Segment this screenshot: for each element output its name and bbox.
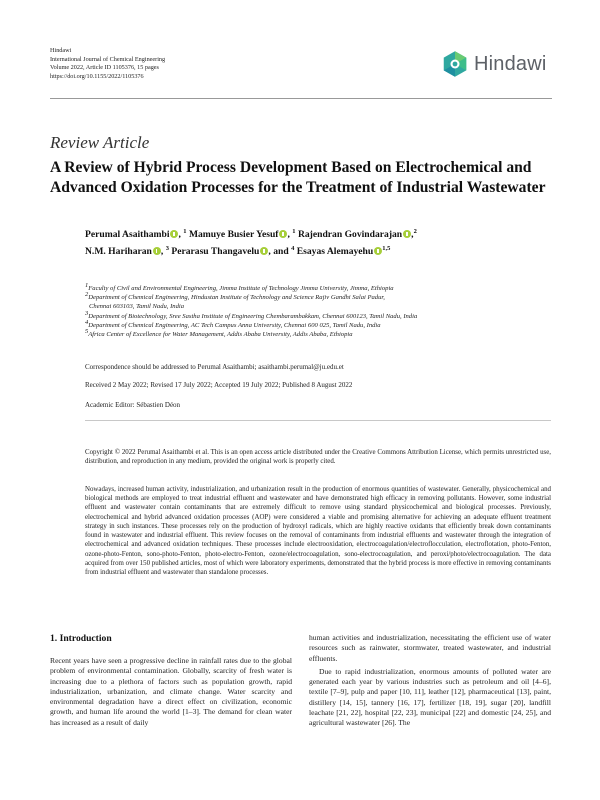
publisher-name: Hindawi bbox=[50, 47, 72, 54]
affiliation-list bbox=[85, 281, 555, 339]
body-paragraph: Recent years have seen a progressive decline in rainfall rates due to the global problem of environmental contamination. Globally, scarcity of fresh water is increasing due to a plethora of factors such as population growth, rapid industrialization, urbanization, and climate change. Water scarcity and environmental degradation have a direct effect on civilization, economic growth, and human life around the world [1–3]. The demand for clean water has increased as a result of daily bbox=[50, 656, 292, 727]
academic-editor: Academic Editor: Sébastien Déon bbox=[85, 401, 181, 409]
orcid-icon[interactable] bbox=[153, 247, 161, 255]
author-separator: , and bbox=[268, 246, 292, 257]
body-column-right bbox=[309, 633, 551, 729]
author-affiliation-marker: 1 bbox=[183, 227, 187, 235]
journal-name: International Journal of Chemical Engineering bbox=[50, 55, 166, 63]
hindawi-logo-icon bbox=[440, 49, 470, 79]
article-title: A Review of Hybrid Process Development Based on Electrochemical and Advanced Oxidation Processes for the Treatment of Industrial Wastewater bbox=[50, 159, 546, 196]
affiliation-item bbox=[85, 281, 555, 293]
author-name: Perarasu Thangavelu bbox=[171, 246, 260, 257]
orcid-icon[interactable] bbox=[374, 247, 382, 255]
article-type: Review Article bbox=[50, 133, 150, 152]
journal-header bbox=[50, 47, 165, 81]
affiliation-text: Africa Center of Excellence for Water Management, Addis Ababa University, Addis Ababa, Ethiopia bbox=[88, 331, 353, 339]
affiliation-number: 4 bbox=[85, 318, 89, 326]
author-affiliation-marker: 1,5 bbox=[382, 244, 391, 252]
hindawi-logo[interactable] bbox=[440, 46, 552, 82]
affiliation-number: 2 bbox=[85, 291, 89, 299]
author-affiliation-marker: 3 bbox=[165, 244, 169, 252]
affiliation-text: Department of Chemical Engineering, Hindustan Institute of Technology and Science Rajiv Gandhi Salai Padur, bbox=[88, 294, 385, 302]
affiliation-text: Faculty of Civil and Environmental Engineering, Jimma Institute of Technology Jimma University, Jimma, Ethiopia bbox=[88, 285, 394, 292]
author-affiliation-marker: 2 bbox=[413, 227, 417, 235]
author-affiliation-marker: 1 bbox=[292, 227, 296, 235]
correspondence-line: Correspondence should be addressed to Perumal Asaithambi; asaithambi.perumal@ju.edu.et bbox=[85, 363, 344, 371]
affiliation-number: 5 bbox=[85, 327, 89, 335]
affiliation-item bbox=[85, 293, 555, 302]
author-list: Perumal Asaithambi , $^1$ Mamuye Busier Yesuf , $^1$ Rajendran Govindarajan ,$^2$ N.M. Hariharan , $^3$ Perarasu Thangavelu , and $^4$ Esayas Alemayehu $^{1,5}$ bbox=[85, 227, 417, 257]
author-separator: , bbox=[160, 246, 166, 257]
affiliation-item bbox=[85, 318, 555, 330]
publication-dates: Received 2 May 2022; Revised 17 July 2022; Accepted 19 July 2022; Published 8 August 2022 bbox=[85, 381, 353, 389]
hindawi-logo-text: Hindawi bbox=[474, 52, 547, 75]
orcid-icon[interactable] bbox=[403, 230, 411, 238]
affiliation-text: Department of Chemical Engineering, AC Tech Campus Anna University, Chennai 600 025, Tamil Nadu, India bbox=[88, 321, 381, 329]
affiliation-number: 3 bbox=[85, 309, 89, 317]
abstract-text: Nowadays, increased human activity, industrialization, and urbanization result in the production of enormous quantities of wastewater. Generally, physicochemical and biological methods are employed to treat industrial effluent and wastewater and have demonstrated high efficacy in removing pollutants. However, some industrial effluent and wastewater contain contaminants that are extremely difficult to remove using standard physicochemical and biological processes. Previously, electrochemical and hybrid advanced oxidation processes (AOP) were considered a viable and promising alternative for achieving an adequate effluent treatment strategy in such instances. These processes rely on the production of hydroxyl radicals, which are highly reactive oxidants that efficiently break down contaminants found in wastewater and industrial effluent. This review focuses on the removal of contaminants from industrial effluents and wastewater through the integration of electrochemical and advanced oxidation techniques. These processes include electrooxidation, electrocoagulation/electroflocculation, electroflotation, photo-Fenton, ozone-photo-Fenton, sono-photo-Fenton, photo-electro-Fenton, ozone/electrocoagulation, sono-electrocoagulation, and peroxi/photo/electrocoagulation. The data acquired from over 150 published articles, most of which were laboratory experiments, demonstrated that the hybrid process is more effective in removing contaminants from industrial effluent and wastewater than standalone processes. bbox=[85, 486, 551, 576]
author-name: Perumal Asaithambi bbox=[85, 229, 170, 240]
body-paragraph: human activities and industrialization, necessitating the efficient use of water resources such as rainwater, stormwater, treated wastewater, and industrial effluents. bbox=[309, 633, 551, 663]
copyright-notice: Copyright © 2022 Perumal Asaithambi et al. This is an open access article distributed under the Creative Commons Attribution License, which permits unrestricted use, distribution, and reproduction in any medium, provided the original work is properly cited. bbox=[85, 449, 551, 466]
volume-line: Volume 2022, Article ID 1105376, 15 pages bbox=[50, 64, 159, 72]
body-paragraph: Due to rapid industrialization, enormous amounts of polluted water are generated each year by various industries such as petroleum and oil [4–6], textile [7–9], pulp and paper [10, 11], leather [12], pharmaceutical [13], paint, distillery [14, 15], tannery [16, 17], fertilizer [18, 19], sugar [20], landfill leachate [21, 22], hospital [22, 23], municipal [22] and domestic [24, 25], and agricultural wastewater [26]. The bbox=[309, 666, 551, 728]
author-name: N.M. Hariharan bbox=[85, 246, 152, 257]
affiliation-item bbox=[85, 327, 555, 339]
body-column-left bbox=[50, 633, 292, 728]
affiliation-number: 1 bbox=[85, 281, 89, 289]
author-name: Rajendran Govindarajan bbox=[297, 229, 403, 240]
affiliation-text: Department of Biotechnology, Sree Sastha Institute of Engineering Chembarambakkam, Chennai 600123, Tamil Nadu, India bbox=[88, 312, 418, 320]
author-name: Mamuye Busier Yesuf bbox=[188, 229, 279, 240]
author-affiliation-marker: 4 bbox=[291, 244, 295, 252]
author-name: Esayas Alemayehu bbox=[296, 246, 374, 257]
section-heading: 1. Introduction bbox=[50, 633, 112, 644]
affiliation-item bbox=[85, 309, 555, 321]
affiliation-continuation: Chennai 603103, Tamil Nadu, India bbox=[89, 303, 185, 311]
header-divider bbox=[50, 98, 552, 99]
author-separator: , bbox=[178, 229, 184, 240]
doi-link[interactable]: https://doi.org/10.1155/2022/1105376 bbox=[50, 72, 144, 80]
author-separator: , bbox=[287, 229, 293, 240]
meta-divider bbox=[85, 420, 551, 421]
